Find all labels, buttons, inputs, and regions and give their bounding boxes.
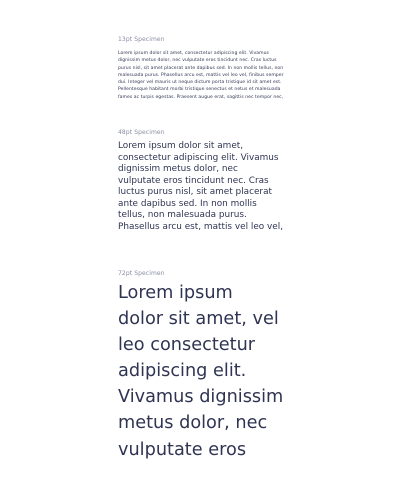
specimen-text-72pt: Lorem ipsum dolor sit amet, vel leo consectetur adipiscing elit. Vivamus dignissim metus dolor, nec vulputate eros [118,283,284,460]
specimen-48pt [118,129,298,233]
specimen-label-13pt: 13pt Specimen [118,36,165,43]
specimen-13pt [118,36,288,101]
specimen-page [118,0,403,500]
specimen-label-48pt: 48pt Specimen [118,129,165,136]
specimen-label-72pt: 72pt Specimen [118,270,165,277]
specimen-72pt [118,270,403,463]
specimen-text-13pt: Lorem ipsum dolor sit amet, consectetur adipiscing elit. Vivamus dignissim metus dolor, nec vulputate eros tincidunt nec. Cras luctus purus nisl, sit amet placerat ante dapibus sed. In non mollis tellus, non malesuada purus. Phasellus arcu est, mattis vel leo vel, finibus semper dui. Integer vel mauris ut neque dictum porta tristique id sit amet est. Pellentesque habitant morbi tristique senectus et netus et malesuada fames ac turpis egestas. Praesent augue erat, sagittis nec tempor nec, [118,51,284,100]
specimen-text-48pt: Lorem ipsum dolor sit amet, consectetur adipiscing elit. Vivamus dignissim metus dolor, nec vulputate eros tincidunt nec. Cras luctus purus nisl, sit amet placerat ante dapibus sed. In non mollis tellus, non malesuada purus. Phasellus arcu est, mattis vel leo vel, [118,141,284,232]
